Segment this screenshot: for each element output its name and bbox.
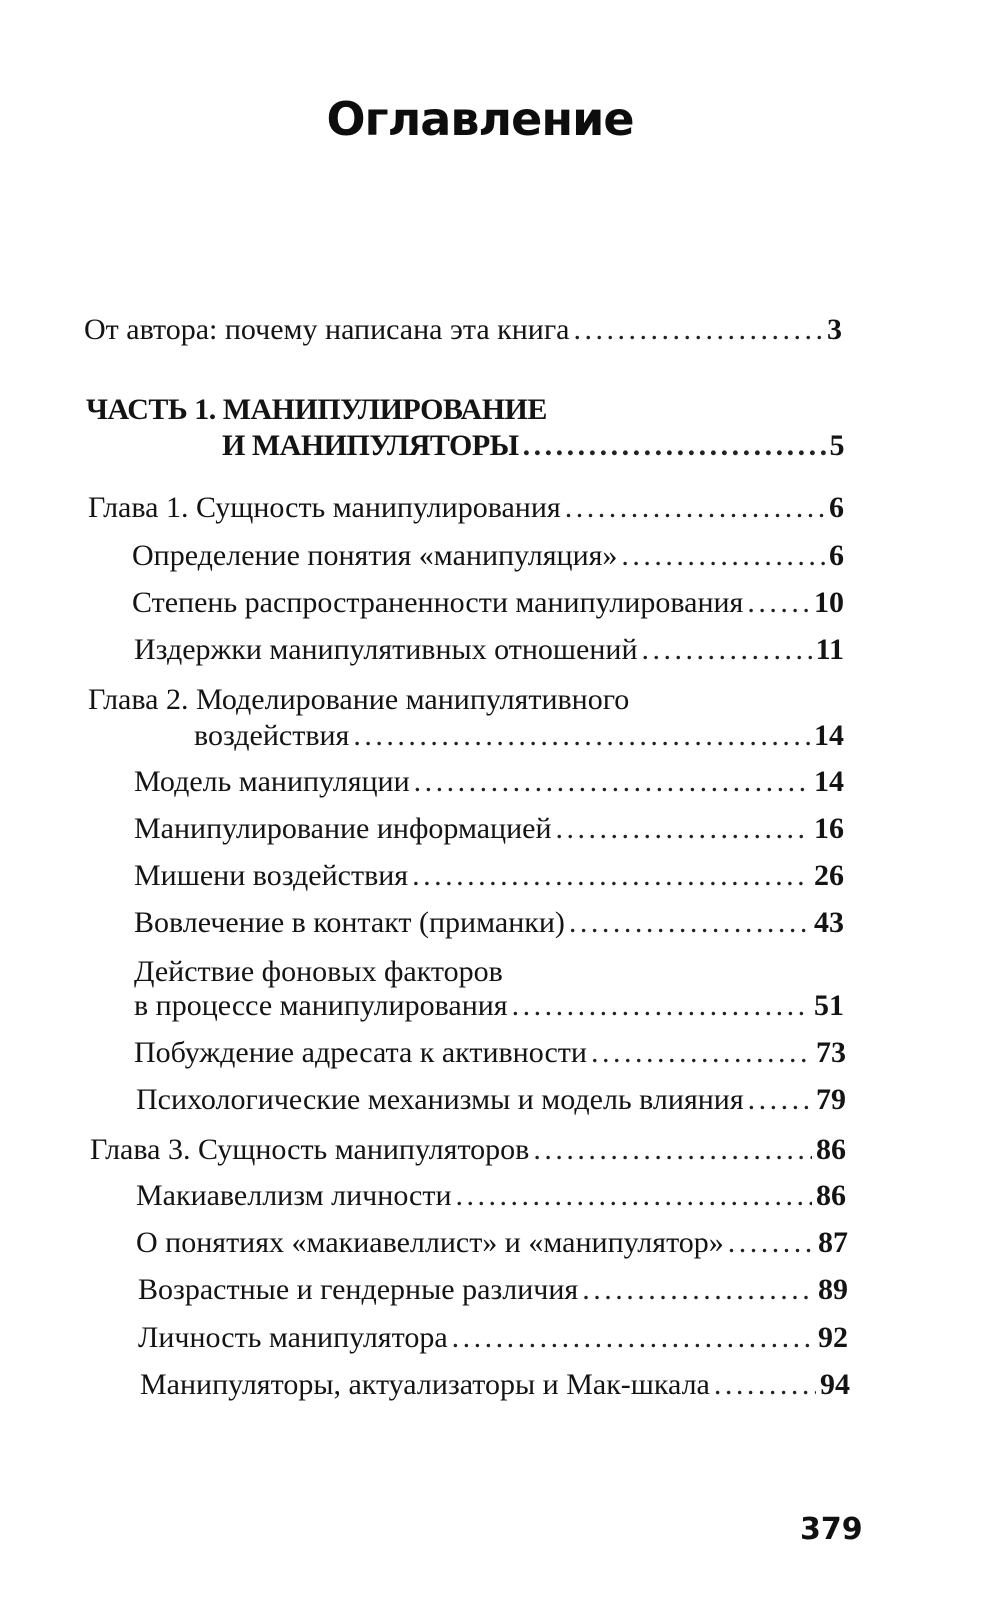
leader-dots <box>353 718 810 754</box>
toc-entry-page: 73 <box>816 1036 846 1069</box>
toc-entry-section[interactable] <box>136 1225 848 1261</box>
toc-entry-section[interactable] <box>138 1320 848 1356</box>
toc-entry-section[interactable] <box>136 1178 846 1214</box>
toc-entry-page: 89 <box>818 1273 848 1306</box>
leader-dots <box>456 1178 812 1214</box>
toc-entry-page: 5 <box>829 429 844 462</box>
leader-dots <box>573 312 823 348</box>
toc-entry-text: Психологические механизмы и модель влияния <box>136 1083 744 1116</box>
toc-entry-section[interactable] <box>138 1272 848 1308</box>
toc-entry-page: 87 <box>818 1226 848 1259</box>
toc-entry-page: 51 <box>814 989 844 1022</box>
toc-entry-section[interactable] <box>132 538 844 574</box>
toc-entry-text: От автора: почему написана эта книга <box>84 313 570 346</box>
leader-dots <box>452 1320 814 1356</box>
toc-entry-page: 6 <box>829 539 844 572</box>
toc-entry-page: 43 <box>814 906 844 939</box>
toc-entry-text: Побуждение адресата к активности <box>134 1036 587 1069</box>
toc-entry-text: Личность манипулятора <box>138 1321 448 1354</box>
toc-entry-page: 94 <box>820 1368 850 1401</box>
leader-dots <box>748 1082 812 1118</box>
toc-entry-chapter1[interactable] <box>88 490 844 526</box>
toc-entry-text: Макиавеллизм личности <box>136 1179 452 1212</box>
toc-entry-text: Модель манипуляции <box>134 765 410 798</box>
leader-dots <box>523 428 826 464</box>
toc-entry-page: 14 <box>814 719 844 752</box>
leader-dots <box>621 538 825 574</box>
toc-entry-text: И МАНИПУЛЯТОРЫ <box>222 429 519 462</box>
toc-entry-page: 6 <box>829 491 844 524</box>
toc-entry-text: Мишени воздействия <box>134 859 409 892</box>
page-title: Оглавление <box>326 92 634 146</box>
toc-entry-text: Манипуляторы, актуализаторы и Мак-шкала <box>140 1368 710 1401</box>
leader-dots <box>747 585 810 621</box>
toc-entry-page: 26 <box>814 859 844 892</box>
leader-dots <box>533 1132 812 1168</box>
toc-entry-section[interactable] <box>134 905 844 941</box>
toc-entry-section[interactable] <box>132 585 844 621</box>
leader-dots <box>728 1225 814 1261</box>
toc-entry-page: 11 <box>815 633 844 666</box>
toc-part-title-line1: ЧАСТЬ 1. МАНИПУЛИРОВАНИЕ <box>86 393 547 426</box>
toc-entry-text: Издержки манипулятивных отношений <box>134 633 638 666</box>
toc-entry-preface[interactable] <box>84 312 842 348</box>
toc-entry-text: Глава 1. Сущность манипулирования <box>88 491 561 524</box>
toc-entry-text: Определение понятия «манипуляция» <box>132 539 618 572</box>
toc-entry-section[interactable] <box>134 858 844 894</box>
toc-entry-section[interactable] <box>134 632 844 668</box>
toc-entry-section[interactable] <box>140 1367 850 1403</box>
toc-entry-section[interactable] <box>134 811 844 847</box>
leader-dots <box>412 858 810 894</box>
leader-dots <box>714 1367 816 1403</box>
toc-entry-text: в процессе манипулирования <box>134 989 508 1022</box>
toc-entry-chapter2[interactable] <box>194 718 844 754</box>
toc-entry-text: Манипулирование информацией <box>134 812 552 845</box>
toc-entry-text: Возрастные и гендерные различия <box>138 1273 579 1306</box>
toc-entry-page: 86 <box>816 1133 846 1166</box>
leader-dots <box>591 1035 812 1071</box>
toc-entry-page: 92 <box>818 1321 848 1354</box>
toc-entry-page: 14 <box>814 765 844 798</box>
toc-entry-text: воздействия <box>194 719 350 752</box>
toc-entry-section[interactable] <box>134 988 844 1024</box>
toc-entry-part1[interactable] <box>222 428 844 464</box>
leader-dots <box>565 490 825 526</box>
toc-entry-section[interactable] <box>134 764 844 800</box>
toc-entry-text: О понятиях «макиавеллист» и «манипулятор» <box>136 1226 724 1259</box>
toc-entry-section[interactable] <box>134 1035 846 1071</box>
leader-dots <box>569 905 810 941</box>
toc-entry-page: 10 <box>814 586 844 619</box>
page-number: 379 <box>800 1512 863 1547</box>
toc-entry-text: Глава 3. Сущность манипуляторов <box>90 1133 530 1166</box>
toc-section-title-line1: Действие фоновых факторов <box>134 955 503 988</box>
leader-dots <box>642 632 812 668</box>
toc-entry-page: 79 <box>816 1083 846 1116</box>
toc-entry-section[interactable] <box>136 1082 846 1118</box>
leader-dots <box>512 988 810 1024</box>
leader-dots <box>556 811 810 847</box>
toc-entry-text: Степень распространенности манипулирования <box>132 586 744 619</box>
toc-entry-page: 16 <box>814 812 844 845</box>
leader-dots <box>414 764 810 800</box>
leader-dots <box>582 1272 814 1308</box>
toc-entry-chapter3[interactable] <box>90 1132 846 1168</box>
toc-entry-text: Вовлечение в контакт (приманки) <box>134 906 565 939</box>
toc-entry-page: 3 <box>827 313 842 346</box>
toc-entry-page: 86 <box>816 1179 846 1212</box>
toc-chapter-title-line1: Глава 2. Моделирование манипулятивного <box>88 683 630 716</box>
